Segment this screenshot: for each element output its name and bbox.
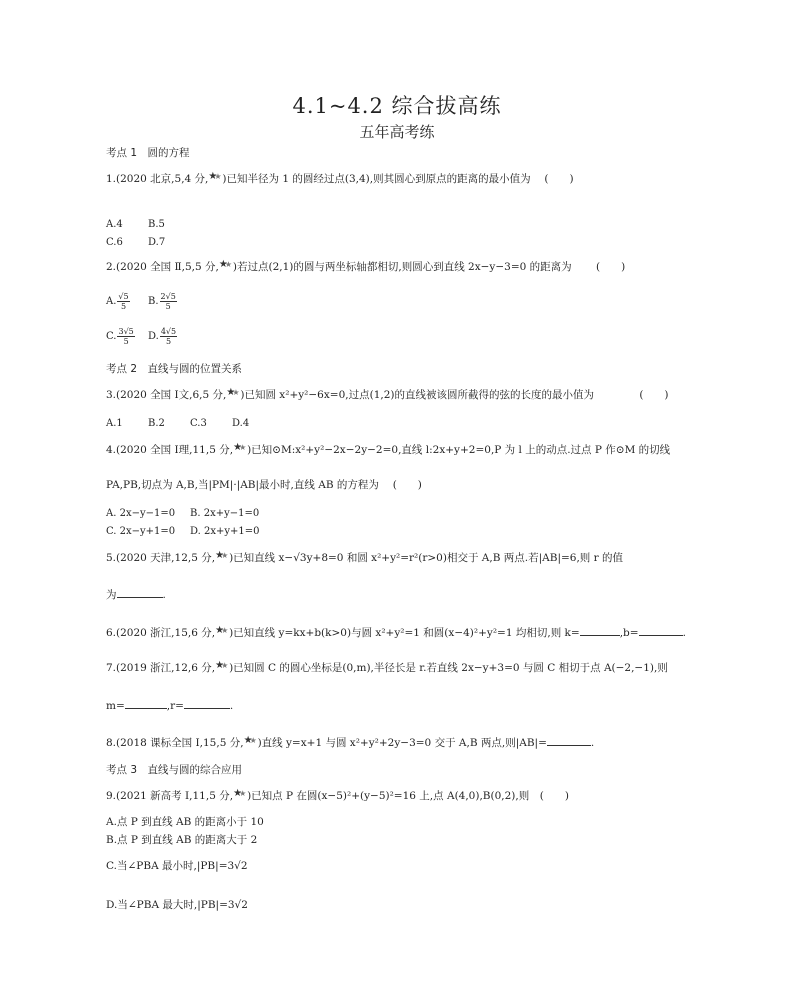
- difficulty-star-icon: [215, 662, 229, 672]
- question-4: [106, 443, 670, 457]
- question-7-text: )已知圆 C 的圆心坐标是(0,m),半径长是 r.若直线 2x−y+3=0 与圆 C 相切于点 A(−2,−1),则: [229, 662, 668, 674]
- question-9-option-a: A.点 P 到直线 AB 的距离小于 10: [106, 816, 264, 828]
- question-1-option-d: D.7: [148, 237, 166, 248]
- difficulty-star-icon: [208, 173, 222, 183]
- question-3-option-d: D.4: [232, 418, 250, 429]
- question-2-text: )若过点(2,1)的圆与两坐标轴都相切,则圆心到直线 2x−y−3=0 的距离为 ( ): [232, 261, 626, 273]
- question-1-text: )已知半径为 1 的圆经过点(3,4),则其圆心到原点的距离的最小值为 ( ): [222, 173, 574, 185]
- question-2-option-d: D. $\frac{4√5}{5}$: [148, 327, 177, 346]
- answer-blank[interactable]: [547, 735, 591, 746]
- question-6-text: )已知直线 y=kx+b(k>0)与圆 x²+y²=1 和圆(x−4)²+y²=1 均相切,则 k=: [229, 627, 580, 639]
- page-subtitle: 五年高考练: [359, 123, 435, 141]
- question-2-option-c: C. $\frac{3√5}{5}$: [106, 327, 134, 346]
- section-heading-3: 考点 3 直线与圆的综合应用: [106, 764, 243, 776]
- question-5-line2: 为 .: [106, 589, 166, 601]
- section-heading-2: 考点 2 直线与圆的位置关系: [106, 363, 243, 375]
- difficulty-star-icon: [233, 444, 247, 454]
- question-4-option-c: C. 2x−y+1=0: [106, 526, 176, 537]
- answer-blank-m[interactable]: [125, 698, 167, 709]
- question-4-option-a: A. 2x−y−1=0: [106, 508, 176, 519]
- question-1-option-b: B.5: [148, 219, 165, 230]
- question-1: [106, 172, 574, 186]
- difficulty-star-icon: [244, 737, 258, 747]
- question-9-prefix: 9.(2021 新高考 Ⅰ,11,5 分,: [106, 790, 234, 802]
- difficulty-star-icon: [226, 389, 240, 399]
- question-2-option-a: A. $\frac{√5}{5}$: [106, 292, 129, 311]
- difficulty-star-icon: [215, 552, 229, 562]
- answer-blank-b[interactable]: [639, 625, 683, 636]
- question-6: 6.(2020 浙江,15,6 分,★ ★ )已知直线 y=kx+b(k>0)与圆 x²+y²=1 和圆(x−4)²+y²=1 均相切,则 k= ,b= .: [106, 625, 686, 640]
- question-8-text: )直线 y=x+1 与圆 x²+y²+2y−3=0 交于 A,B 两点,则|AB|=: [257, 737, 547, 749]
- question-4-option-d: D. 2x+y+1=0: [190, 526, 260, 537]
- question-1-prefix: 1.(2020 北京,5,4 分,: [106, 173, 209, 185]
- question-3-option-b: B.2: [148, 418, 165, 429]
- question-9-text: )已知点 P 在圆(x−5)²+(y−5)²=16 上,点 A(4,0),B(0,2),则 ( ): [247, 790, 569, 802]
- question-9: [106, 789, 569, 803]
- question-2-option-b: B. $\frac{2√5}{5}$: [148, 292, 176, 311]
- question-5-prefix: 5.(2020 天津,12,5 分,: [106, 552, 216, 564]
- question-1-option-a: A.4: [106, 219, 123, 230]
- question-3-prefix: 3.(2020 全国 Ⅰ文,6,5 分,: [106, 389, 227, 401]
- question-7-line2: m= ,r= .: [106, 700, 234, 712]
- page-title: 4.1~4.2 综合拔高练: [292, 94, 502, 118]
- question-4-text: )已知⊙M:x²+y²−2x−2y−2=0,直线 l:2x+y+2=0,P 为 l 上的动点.过点 P 作⊙M 的切线: [247, 444, 671, 456]
- question-7-prefix: 7.(2019 浙江,12,6 分,: [106, 662, 216, 674]
- difficulty-star-icon: [215, 627, 229, 637]
- question-8-prefix: 8.(2018 课标全国 Ⅰ,15,5 分,: [106, 737, 244, 749]
- question-2: [106, 260, 625, 274]
- answer-blank[interactable]: [117, 587, 163, 598]
- difficulty-star-icon: [219, 261, 233, 271]
- question-4-prefix: 4.(2020 全国 Ⅰ理,11,5 分,: [106, 444, 234, 456]
- answer-blank-r[interactable]: [184, 698, 230, 709]
- question-1-option-c: C.6: [106, 237, 123, 248]
- difficulty-star-icon: [233, 790, 247, 800]
- question-9-option-b: B.点 P 到直线 AB 的距离大于 2: [106, 834, 258, 846]
- question-9-option-c: C.当∠PBA 最小时,|PB|=3√2: [106, 860, 248, 872]
- question-3-option-c: C.3: [190, 418, 207, 429]
- question-4-option-b: B. 2x+y−1=0: [190, 508, 260, 519]
- answer-blank-k[interactable]: [580, 625, 620, 636]
- section-heading-1: 考点 1 圆的方程: [106, 147, 190, 159]
- question-8: 8.(2018 课标全国 Ⅰ,15,5 分,★ ★ )直线 y=x+1 与圆 x²+y²+2y−3=0 交于 A,B 两点,则|AB|= .: [106, 735, 594, 750]
- question-4-line2: PA,PB,切点为 A,B,当|PM|·|AB|最小时,直线 AB 的方程为 ( ): [106, 479, 422, 491]
- question-3-option-a: A.1: [106, 418, 123, 429]
- question-5: [106, 551, 623, 565]
- question-9-option-d: D.当∠PBA 最大时,|PB|=3√2: [106, 899, 248, 911]
- question-2-prefix: 2.(2020 全国 Ⅱ,5,5 分,: [106, 261, 219, 273]
- question-7: [106, 661, 668, 675]
- question-6-prefix: 6.(2020 浙江,15,6 分,: [106, 627, 216, 639]
- question-5-text: )已知直线 x−√3y+8=0 和圆 x²+y²=r²(r>0)相交于 A,B 两点.若|AB|=6,则 r 的值: [229, 552, 623, 564]
- question-3-text: )已知圆 x²+y²−6x=0,过点(1,2)的直线被该圆所截得的弦的长度的最小值为 ( ): [240, 389, 669, 401]
- question-3: [106, 388, 669, 402]
